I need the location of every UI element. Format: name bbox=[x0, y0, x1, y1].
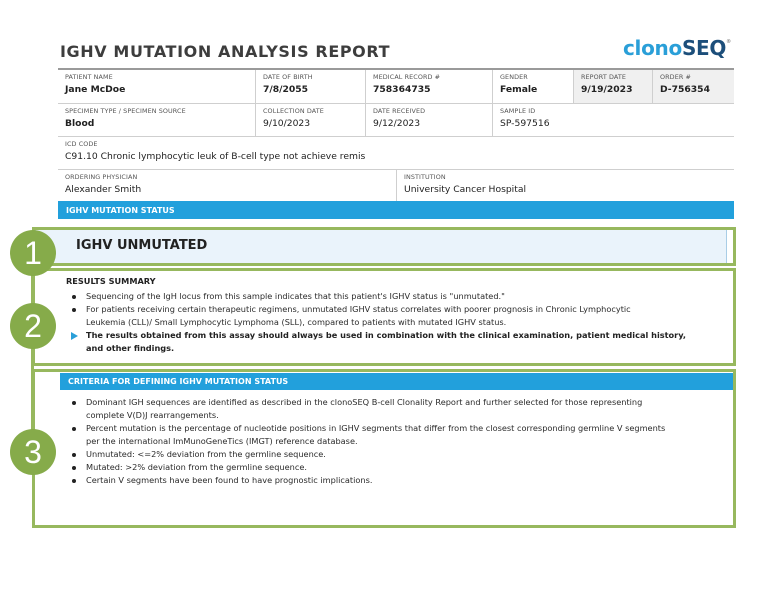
cell-institution bbox=[396, 170, 734, 201]
list-item-continuation: per the international ImMunoGeneTics (IMGT) reference database. bbox=[86, 436, 358, 446]
list-item: Sequencing of the IgH locus from this sample indicates that this patient's IGHV status is "unmutated." bbox=[66, 290, 736, 303]
criteria-list bbox=[66, 396, 736, 487]
label: GENDER bbox=[500, 73, 528, 81]
note-item: The results obtained from this assay should always be used in combination with the clinical examination, patient medical history, bbox=[66, 329, 736, 342]
cell-patient-name bbox=[58, 70, 255, 103]
cell-icd-code bbox=[58, 137, 734, 169]
label: INSTITUTION bbox=[404, 173, 446, 181]
cell-specimen-type bbox=[58, 104, 255, 136]
mutation-result-panel bbox=[35, 230, 727, 263]
cell-collection-date bbox=[255, 104, 365, 136]
mutation-status-bar: IGHV MUTATION STATUS bbox=[58, 201, 734, 219]
value: 9/10/2023 bbox=[263, 118, 311, 129]
cell-order-number bbox=[652, 70, 734, 103]
registered-mark: ® bbox=[726, 39, 731, 45]
list-item: Unmutated: <=2% deviation from the germline sequence. bbox=[66, 448, 736, 461]
value: 9/19/2023 bbox=[581, 84, 633, 95]
cell-date-received bbox=[365, 104, 492, 136]
list-item: Dominant IGH sequences are identified as described in the clonoSEQ B-cell Clonality Report and further selected for those representing bbox=[66, 396, 736, 409]
cell-medical-record bbox=[365, 70, 492, 103]
callout-circle-3: 3 bbox=[10, 429, 56, 475]
list-item: Percent mutation is the percentage of nucleotide positions in IGHV segments that differ from the closest corresponding germline V segments bbox=[66, 422, 736, 435]
cell-report-date bbox=[573, 70, 652, 103]
results-summary-heading: RESULTS SUMMARY bbox=[66, 276, 156, 286]
results-summary-list bbox=[66, 290, 736, 355]
value: Jane McDoe bbox=[65, 84, 126, 95]
clonoseq-logo bbox=[623, 36, 731, 60]
callout-circle-2: 2 bbox=[10, 303, 56, 349]
value: SP-597516 bbox=[500, 118, 550, 129]
label: MEDICAL RECORD # bbox=[373, 73, 441, 81]
label: DATE RECEIVED bbox=[373, 107, 426, 115]
list-item: Certain V segments have been found to have prognostic implications. bbox=[66, 474, 736, 487]
value: 758364735 bbox=[373, 84, 431, 95]
value: Blood bbox=[65, 118, 95, 129]
info-row-icd bbox=[58, 137, 734, 170]
info-row-physician bbox=[58, 170, 734, 201]
label: ORDER # bbox=[660, 73, 691, 81]
value: Female bbox=[500, 84, 538, 95]
logo-part-clono: clono bbox=[623, 36, 682, 60]
list-item-continuation: Leukemia (CLL)/ Small Lymphocytic Lymphoma (SLL), compared to patients with mutated IGHV status. bbox=[86, 317, 507, 327]
info-row-specimen bbox=[58, 104, 734, 137]
label: PATIENT NAME bbox=[65, 73, 113, 81]
value: D-756354 bbox=[660, 84, 710, 95]
cell-sample-id bbox=[492, 104, 734, 136]
mutation-result: IGHV UNMUTATED bbox=[76, 238, 208, 253]
value: 9/12/2023 bbox=[373, 118, 421, 129]
logo-part-seq: SEQ bbox=[681, 36, 727, 60]
info-row-patient bbox=[58, 70, 734, 104]
cell-gender bbox=[492, 70, 573, 103]
value: University Cancer Hospital bbox=[404, 184, 527, 195]
criteria-bar: CRITERIA FOR DEFINING IGHV MUTATION STATUS bbox=[60, 373, 733, 390]
list-item-continuation: complete V(D)J rearrangements. bbox=[86, 410, 219, 420]
label: SAMPLE ID bbox=[500, 107, 536, 115]
patient-info-table bbox=[58, 68, 734, 201]
label: SPECIMEN TYPE / SPECIMEN SOURCE bbox=[65, 107, 186, 115]
cell-date-of-birth bbox=[255, 70, 365, 103]
value: C91.10 Chronic lymphocytic leuk of B-cell type not achieve remis bbox=[65, 151, 366, 162]
list-item: For patients receiving certain therapeutic regimens, unmutated IGHV status correlates with poorer prognosis in Chronic Lymphocytic bbox=[66, 303, 736, 316]
label: ORDERING PHYSICIAN bbox=[65, 173, 138, 181]
value: 7/8/2055 bbox=[263, 84, 309, 95]
label: DATE OF BIRTH bbox=[263, 73, 313, 81]
cell-ordering-physician bbox=[58, 170, 396, 201]
note-item-continuation: and other findings. bbox=[86, 343, 175, 353]
list-item: Mutated: >2% deviation from the germline sequence. bbox=[66, 461, 736, 474]
value: Alexander Smith bbox=[65, 184, 142, 195]
label: COLLECTION DATE bbox=[263, 107, 324, 115]
label: ICD CODE bbox=[65, 140, 98, 148]
label: REPORT DATE bbox=[581, 73, 626, 81]
callout-circle-1: 1 bbox=[10, 230, 56, 276]
report-title: IGHV MUTATION ANALYSIS REPORT bbox=[60, 42, 391, 61]
